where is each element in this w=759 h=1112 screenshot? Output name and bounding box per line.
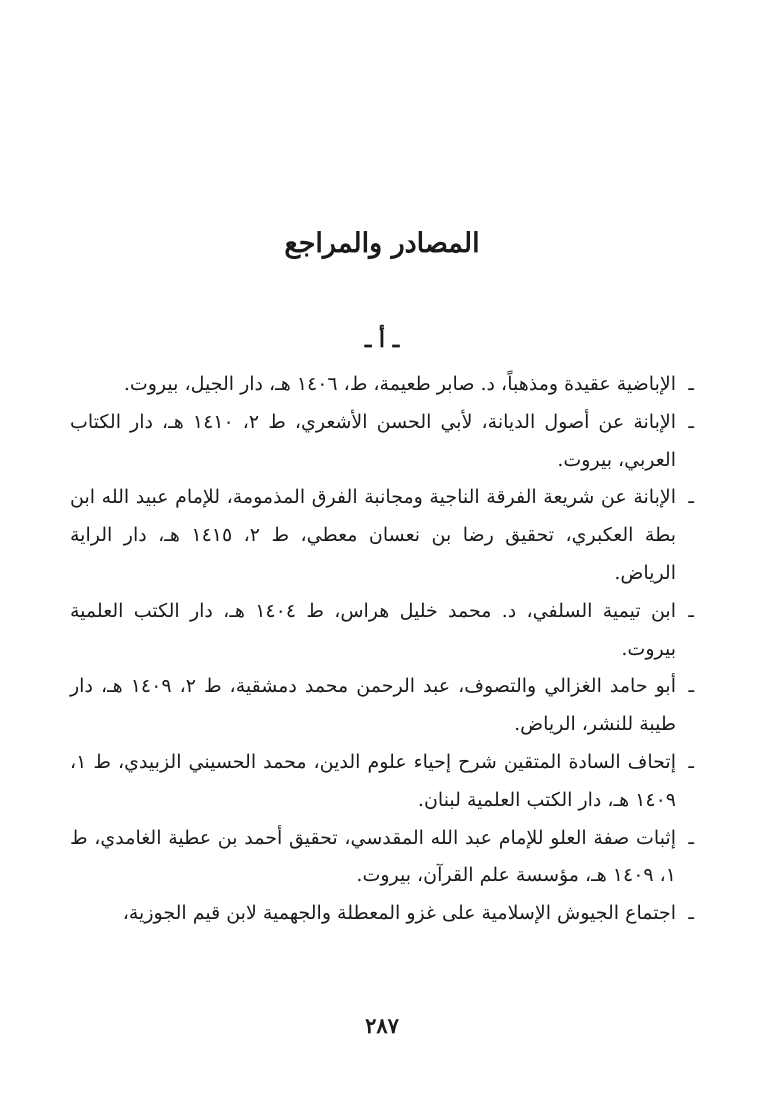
entry-marker: ـ bbox=[688, 826, 694, 849]
page-number: ٢٨٧ bbox=[365, 1013, 399, 1038]
entry-text: أبو حامد الغزالي والتصوف، عبد الرحمن محمد دمشقية، ط ٢، ١٤٠٩ هـ، دار طيبة للنشر، الرياض. bbox=[70, 675, 677, 736]
bibliography-entry bbox=[70, 404, 694, 480]
bibliography-entry bbox=[70, 479, 694, 592]
bibliography-entry bbox=[70, 895, 694, 933]
entry-text: الإباضية عقيدة ومذهباً، د. صابر طعيمة، ط، ١٤٠٦ هـ، دار الجيل، بيروت. bbox=[123, 373, 676, 395]
bibliography-entry bbox=[70, 366, 694, 404]
bibliography-entry bbox=[70, 820, 694, 896]
entry-text: إتحاف السادة المتقين شرح إحياء علوم الدين، محمد الحسيني الزبيدي، ط ١، ١٤٠٩ هـ، دار الكتب العلمية لبنان. bbox=[70, 750, 676, 811]
section-letter-heading: ـ أ ـ bbox=[364, 327, 400, 353]
entry-marker: ـ bbox=[688, 486, 694, 509]
entry-text: ابن تيمية السلفي، د. محمد خليل هراس، ط ١٤٠٤ هـ، دار الكتب العلمية بيروت. bbox=[70, 599, 676, 660]
bibliography-entry bbox=[70, 593, 694, 669]
bibliography-entry bbox=[70, 744, 694, 820]
page-title: المصادر والمراجع bbox=[284, 228, 480, 259]
entry-marker: ـ bbox=[688, 599, 694, 622]
entry-text: اجتماع الجيوش الإسلامية على غزو المعطلة والجهمية لابن قيم الجوزية، bbox=[122, 902, 676, 925]
document-page bbox=[70, 0, 694, 1112]
entry-text: الإبانة عن شريعة الفرقة الناجية ومجانبة الفرق المذمومة، للإمام عبيد الله ابن بطة العكبري، تحقيق رضا بن نعسان معطي، ط ٢، ١٤١٥ هـ، دار الراية الرياض. bbox=[70, 486, 676, 584]
bibliography-entry bbox=[70, 668, 694, 744]
entry-text: الإبانة عن أصول الديانة، لأبي الحسن الأشعري، ط ٢، ١٤١٠ هـ، دار الكتاب العربي، بيروت. bbox=[70, 410, 676, 471]
entry-marker: ـ bbox=[688, 902, 694, 925]
entry-marker: ـ bbox=[688, 750, 694, 773]
entry-text: إثبات صفة العلو للإمام عبد الله المقدسي، تحقيق أحمد بن عطية الغامدي، ط ١، ١٤٠٩ هـ، مؤسسة علم القرآن، بيروت. bbox=[70, 826, 676, 887]
entry-marker: ـ bbox=[688, 410, 694, 433]
bibliography-list bbox=[70, 366, 694, 933]
entry-marker: ـ bbox=[688, 373, 694, 395]
entry-marker: ـ bbox=[688, 675, 695, 698]
